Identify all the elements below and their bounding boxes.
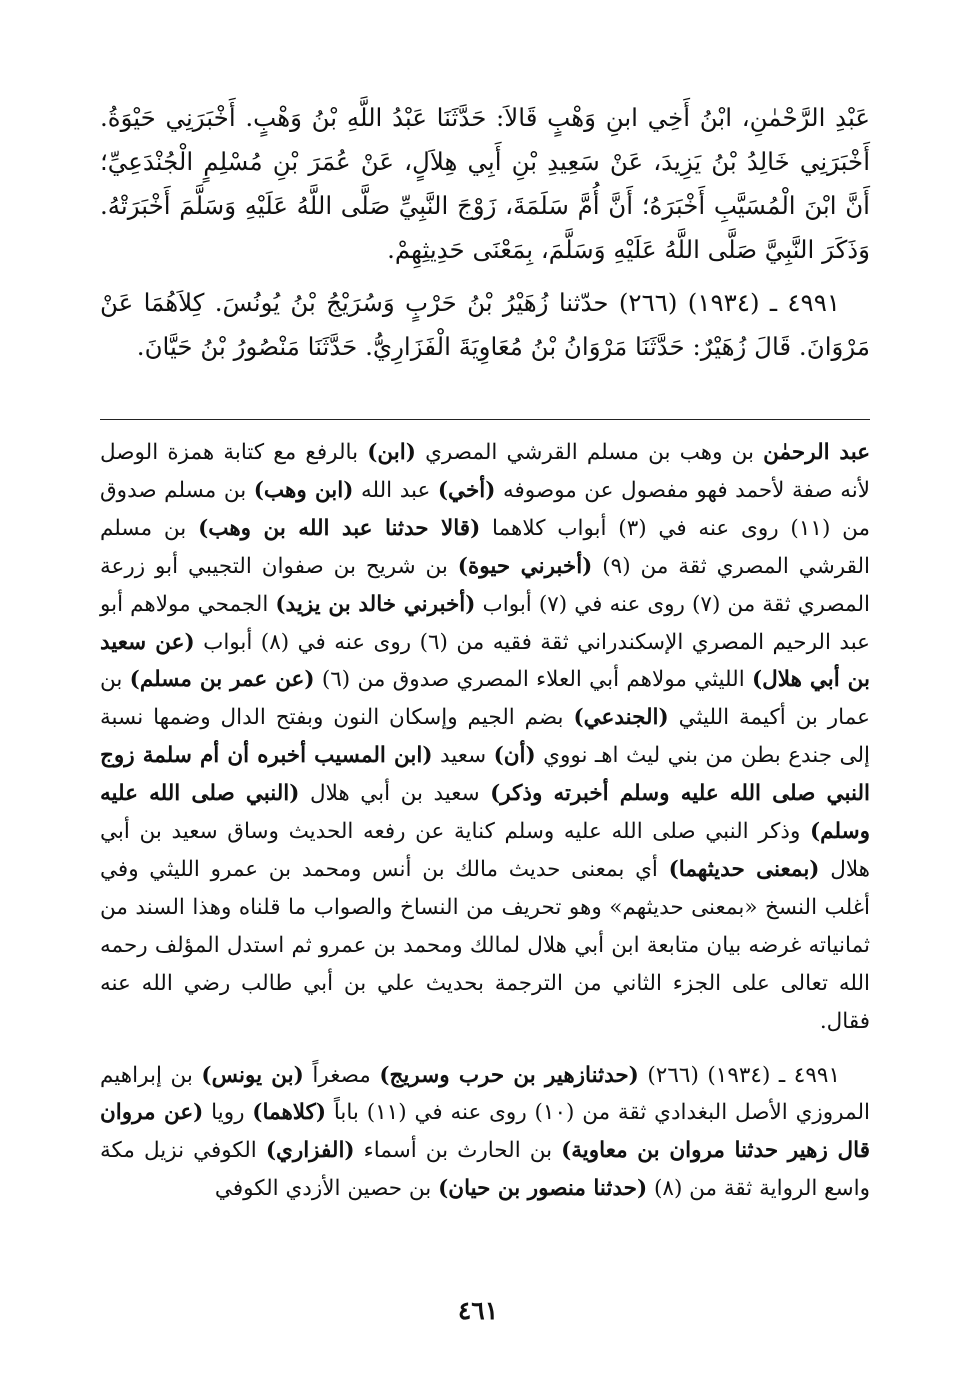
quoted-phrase: (ابن وهب) <box>253 477 354 503</box>
quoted-phrase: (النبي صلى الله عليه وسلم) <box>100 781 870 845</box>
quoted-phrase: (ابن) <box>367 440 416 465</box>
commentary-run: بن الحارث بن أسماء <box>354 1138 562 1164</box>
commentary-run: الجمحي مولاهم أبو عبد الرحيم المصري الإسكندراني ثقة فقيه من (٦) روى عنه في (٨) أبواب <box>100 591 871 655</box>
quoted-phrase: (أن) <box>493 743 536 769</box>
commentary-run: بضم الجيم وإسكان النون وبفتح الدال وضمها نسبة إلى جندع بطن من بني ليث اهـ نووي <box>100 705 870 769</box>
commentary-text <box>100 434 870 1224</box>
commentary-paragraph <box>100 1057 870 1209</box>
commentary-run: الليثي مولاهم أبي العلاء المصري صدوق من (٦) <box>314 667 752 693</box>
quoted-phrase: (كلاهما) <box>252 1100 327 1126</box>
commentary-run: وذكر النبي صلى الله عليه وسلم كناية عن رفعه الحديث وساق سعيد بن أبي هلال <box>100 819 871 882</box>
page-number: ٤٦١ <box>457 1296 499 1325</box>
commentary-run: بن مسلم صدوق من (١١) روى عنه في (٣) أبواب كلاهما <box>100 477 870 541</box>
quoted-phrase: (بن يونس) <box>201 1062 304 1088</box>
commentary-run: بن شريح بن صفوان التجيبي أبو زرعة المصري ثقة من (٧) روى عنه في (٧) أبواب <box>100 553 871 617</box>
commentary-run: بالرفع مع كتابة همزة الوصل لأنه صفة لأحمد فهو مفصول عن موصوفه <box>100 440 870 503</box>
commentary-run: مصغراً <box>303 1062 380 1088</box>
commentary-run: سعيد <box>432 743 494 769</box>
quoted-phrase: (حدثنا منصور بن حيان) <box>438 1176 648 1202</box>
commentary-run: بن حصين الأزدي الكوفي <box>214 1176 439 1202</box>
quoted-phrase: (ابن المسيب أخبره أن أم سلمة زوج النبي صلى الله عليه وسلم أخبرته وذكر) <box>100 743 870 807</box>
quoted-phrase: (الجندعي) <box>573 705 669 731</box>
footnote-divider <box>100 419 870 420</box>
commentary-run: رويا <box>203 1100 253 1126</box>
quoted-phrase: (حدثنازهير بن حرب وسريج) <box>379 1062 639 1088</box>
commentary-run: بن إبراهيم المروزي الأصل البغدادي ثقة من (١٠) روى عنه في (١١) باباً <box>100 1062 870 1126</box>
commentary-run: سعيد بن أبي هلال <box>299 781 491 807</box>
quoted-phrase: (الفزاري) <box>265 1138 355 1164</box>
commentary-run: بن عمار بن أكيمة الليثي <box>100 667 870 731</box>
commentary-paragraph <box>100 434 870 1041</box>
commentary-run: بن مسلم القرشي المصري ثقة من (٩) <box>100 515 870 579</box>
commentary-run: عبد الله <box>353 477 438 503</box>
quoted-phrase: (قالا حدثنا عبد الله بن وهب) <box>198 515 481 541</box>
quoted-phrase: (عن عمر بن مسلم) <box>129 667 315 693</box>
quoted-phrase: (بمعنى حديثهما) <box>668 856 820 882</box>
hadith-text <box>100 96 870 378</box>
commentary-run: ٤٩٩١ ـ (١٩٣٤) (٢٦٦) <box>638 1062 840 1088</box>
commentary-run: بن وهب بن مسلم القرشي المصري <box>415 440 764 465</box>
quoted-phrase: (أخبرني حيوة) <box>457 553 593 579</box>
commentary-run: الكوفي نزيل مكة واسع الرواية ثقة من (٨) <box>100 1138 870 1202</box>
quoted-phrase: عبد الرحمٰن <box>763 440 871 465</box>
hadith-paragraph: ٤٩٩١ ـ (١٩٣٤) (٢٦٦) حدّثنا زُهَيْرُ بْنُ حَرْبٍ وَسُرَيْجُ بْنُ يُونُسَ. كِلاَهُمَا عَنْ مَرْوَانَ. قَالَ زُهَيْرٌ: حَدَّثَنَا مَرْوَانُ بْنُ مُعَاوِيَةَ الْفَزَارِيُّ. حَدَّثَنَا مَنْصُورُ بْنُ حَيَّانَ. <box>100 288 870 361</box>
quoted-phrase: (أخبرني خالد بن يزيد) <box>275 591 476 617</box>
quoted-phrase: (أخي) <box>437 477 496 503</box>
commentary-run: أي بمعنى حديث مالك بن أنس ومحمد بن عمرو الليثي وفي أغلب النسخ «بمعنى حديثهم» وهو تحريف من النساخ والصواب ما قلناه وهذا السند من ثمانياته غرضه بيان متابعة ابن أبي هلال لمالك ومحمد بن عمرو ثم استدل المؤلف رحمه الله تعالى على الجزء الثاني من الترجمة بحديث علي بن أبي طالب رضي الله عنه فقال. <box>100 856 870 1034</box>
hadith-paragraph: عَبْدِ الرَّحْمٰنِ، ابْنُ أَخِي ابنِ وَهْبٍ قَالاَ: حَدَّثَنَا عَبْدُ اللَّهِ بْنُ وَهْبٍ. أَخْبَرَنِي حَيْوَةُ. أَخْبَرَنِي خَالِدُ بْنُ يَزِيدَ، عَنْ سَعِيدِ بْنِ أَبِي هِلاَلٍ، عَنْ عُمَرَ بْنِ مُسْلِمٍ الْجُنْدَعِيِّ؛ أَنَّ ابْنَ الْمُسَيَّبِ أَخْبَرَهُ؛ أَنَّ أُمَّ سَلَمَةَ، زَوْجَ النَّبِيِّ صَلَّى اللَّهُ عَلَيْهِ وَسَلَّمَ أَخْبَرَتْهُ. وَذَكَرَ النَّبِيَّ صَلَّى اللَّهُ عَلَيْهِ وَسَلَّمَ، بِمَعْنَى حَدِيثِهِمْ. <box>100 103 870 264</box>
quoted-phrase: (عن مروان قال زهير حدثنا مروان بن معاوية) <box>100 1100 870 1164</box>
quoted-phrase: (عن سعيد بن أبي هلال) <box>100 629 870 693</box>
